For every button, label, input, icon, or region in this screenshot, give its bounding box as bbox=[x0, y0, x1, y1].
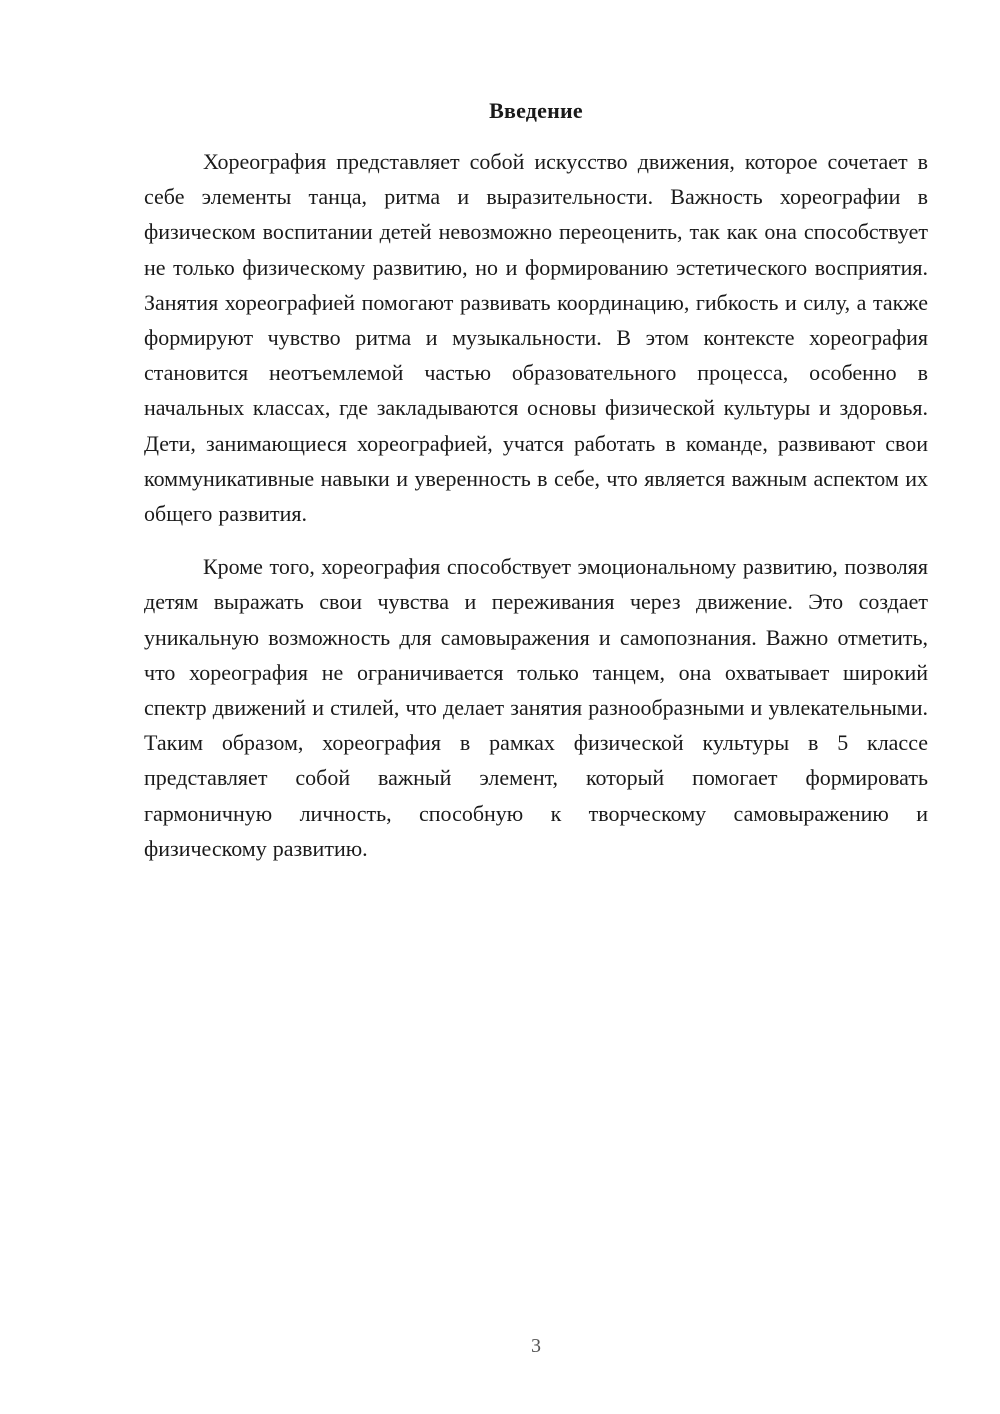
page-content bbox=[144, 96, 928, 866]
section-heading: Введение bbox=[489, 98, 583, 123]
paragraph-2: Кроме того, хореография способствует эмоциональному развитию, позволяя детям выражать свои чувства и переживания через движение. Это создает уникальную возможность для самовыражения и самопознания. Важно отметить, что хореография не ограничивается только танцем, она охватывает широкий спектр движений и стилей, что делает занятия разнообразными и увлекательными. Таким образом, хореография в рамках физической культуры в 5 классе представляет собой важный элемент, который помогает формировать гармоничную личность, способную к творческому самовыражению и физическому развитию. bbox=[144, 554, 928, 861]
paragraph-1: Хореография представляет собой искусство движения, которое сочетает в себе элементы танца, ритма и выразительности. Важность хореографии в физическом воспитании детей невозможно переоценить, так как она способствует не только физическому развитию, но и формированию эстетического восприятия. Занятия хореографией помогают развивать координацию, гибкость и силу, а также формируют чувство ритма и музыкальности. В этом контексте хореография становится неотъемлемой частью образовательного процесса, особенно в начальных классах, где закладываются основы физической культуры и здоровья. Дети, занимающиеся хореографией, учатся работать в команде, развивают свои коммуникативные навыки и уверенность в себе, что является важным аспектом их общего развития. bbox=[144, 149, 928, 527]
page-number: 3 bbox=[531, 1335, 541, 1357]
